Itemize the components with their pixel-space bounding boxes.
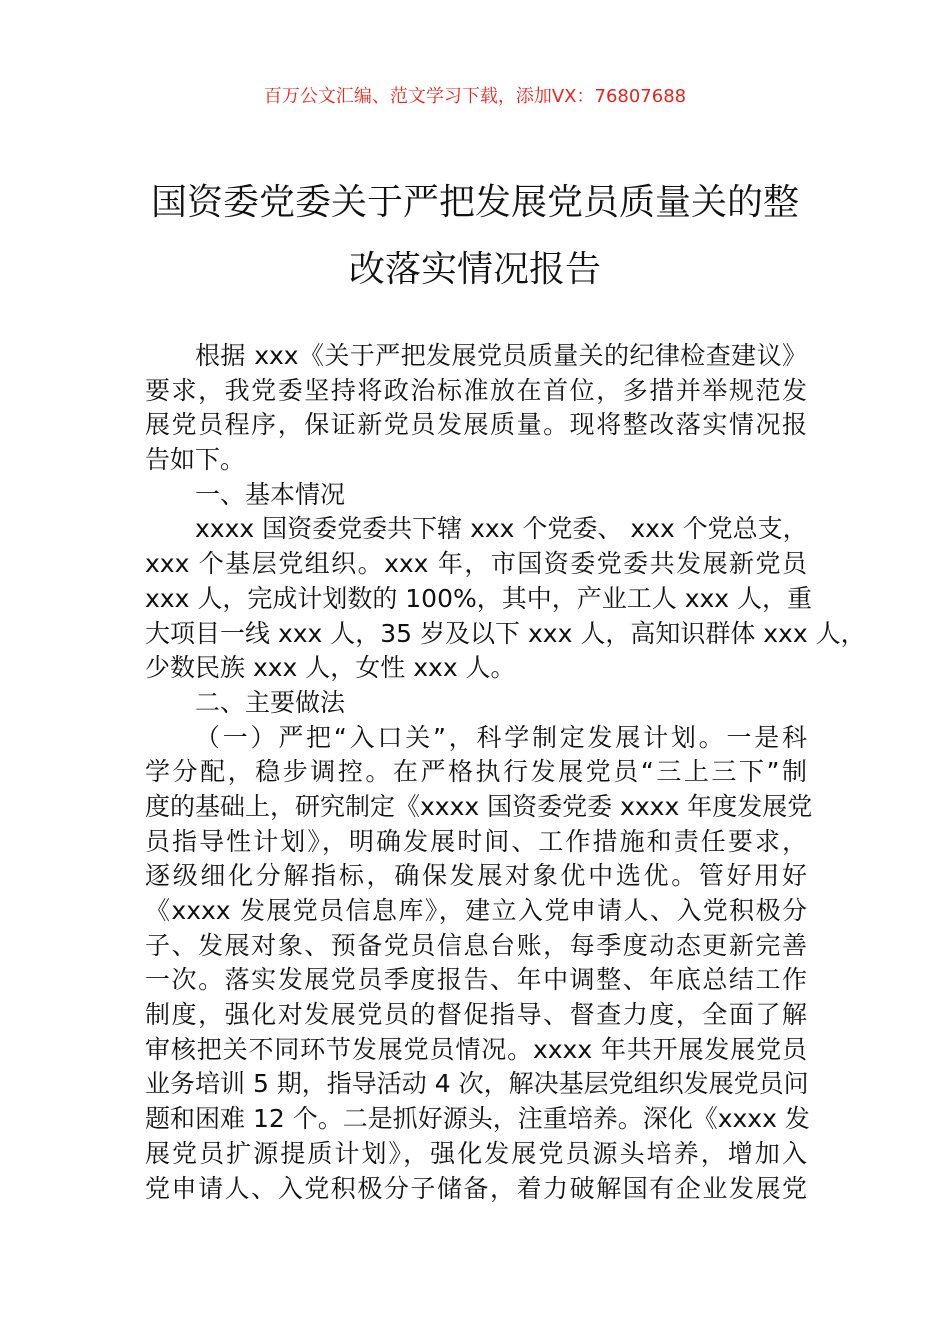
document-title-line-1: 国资委党委关于严把发展党员质量关的整 <box>150 182 799 223</box>
text-line: 题和困难 12 个。二是抓好源头，注重培养。深化《xxxx 发 <box>145 1104 810 1134</box>
paragraph <box>145 721 813 1207</box>
text-line: 子、发展对象、预备党员信息台账，每季度动态更新完善 <box>145 930 807 960</box>
text-line: xxx 人，完成计划数的 100%，其中，产业工人 xxx 人，重 <box>145 583 813 613</box>
text-line: 根据 xxx《关于严把发展党员质量关的纪律检查建议》 <box>195 341 807 370</box>
text-line: 少数民族 xxx 人，女性 xxx 人。 <box>145 653 516 683</box>
text-line: 逐级细化分解指标，确保发展对象优中选优。管好用好 <box>145 861 807 891</box>
text-line: 要求，我党委坚持将政治标准放在首位，多措并举规范发 <box>145 375 807 405</box>
paragraph <box>145 339 807 478</box>
paragraph <box>145 512 866 685</box>
document-title-line-2: 改落实情况报告 <box>348 249 601 290</box>
text-line: 度的基础上，研究制定《xxxx 国资委党委 xxxx 年度发展党 <box>145 791 813 821</box>
paragraph <box>145 686 807 721</box>
text-line: 一次。落实发展党员季度报告、年中调整、年底总结工作 <box>145 965 807 995</box>
text-line: xxxx 国资委党委共下辖 xxx 个党委、 xxx 个党总支， <box>195 514 808 544</box>
text-line: 告如下。 <box>145 445 246 475</box>
text-line: （一）严把“入口关”，科学制定发展计划。一是科 <box>195 722 807 752</box>
text-line: 党申请人、入党积极分子储备，着力破解国有企业发展党 <box>145 1173 807 1203</box>
text-line: 业务培训 5 期，指导活动 4 次，解决基层党组织发展党员问 <box>145 1069 809 1099</box>
text-line: 大项目一线 xxx 人，35 岁及以下 xxx 人，高知识群体 xxx 人， <box>145 618 866 648</box>
text-line: 《xxxx 发展党员信息库》，建立入党申请人、入党积极分 <box>145 896 807 925</box>
text-line: 审核把关不同环节发展党员情况。xxxx 年共开展发展党员 <box>145 1034 807 1064</box>
text-line: 二、主要做法 <box>195 687 346 717</box>
text-line: 展党员扩源提质计划》，强化发展党员源头培养，增加入 <box>145 1138 807 1168</box>
text-line: 学分配，稳步调控。在严格执行发展党员“三上三下”制 <box>145 757 807 787</box>
watermark-banner: 百万公文汇编、范文学习下载，添加VX：76807688 <box>263 86 687 107</box>
text-line: 员指导性计划》，明确发展时间、工作措施和责任要求， <box>145 826 807 856</box>
document-body <box>145 339 866 1206</box>
text-line: 展党员程序，保证新党员发展质量。现将整改落实情况报 <box>145 410 807 440</box>
text-line: 一、基本情况 <box>195 479 346 509</box>
text-line: 制度，强化对发展党员的督促指导、督查力度，全面了解 <box>145 1000 807 1030</box>
paragraph <box>145 478 807 513</box>
text-line: xxx 个基层党组织。xxx 年，市国资委党委共发展新党员 <box>145 549 807 579</box>
